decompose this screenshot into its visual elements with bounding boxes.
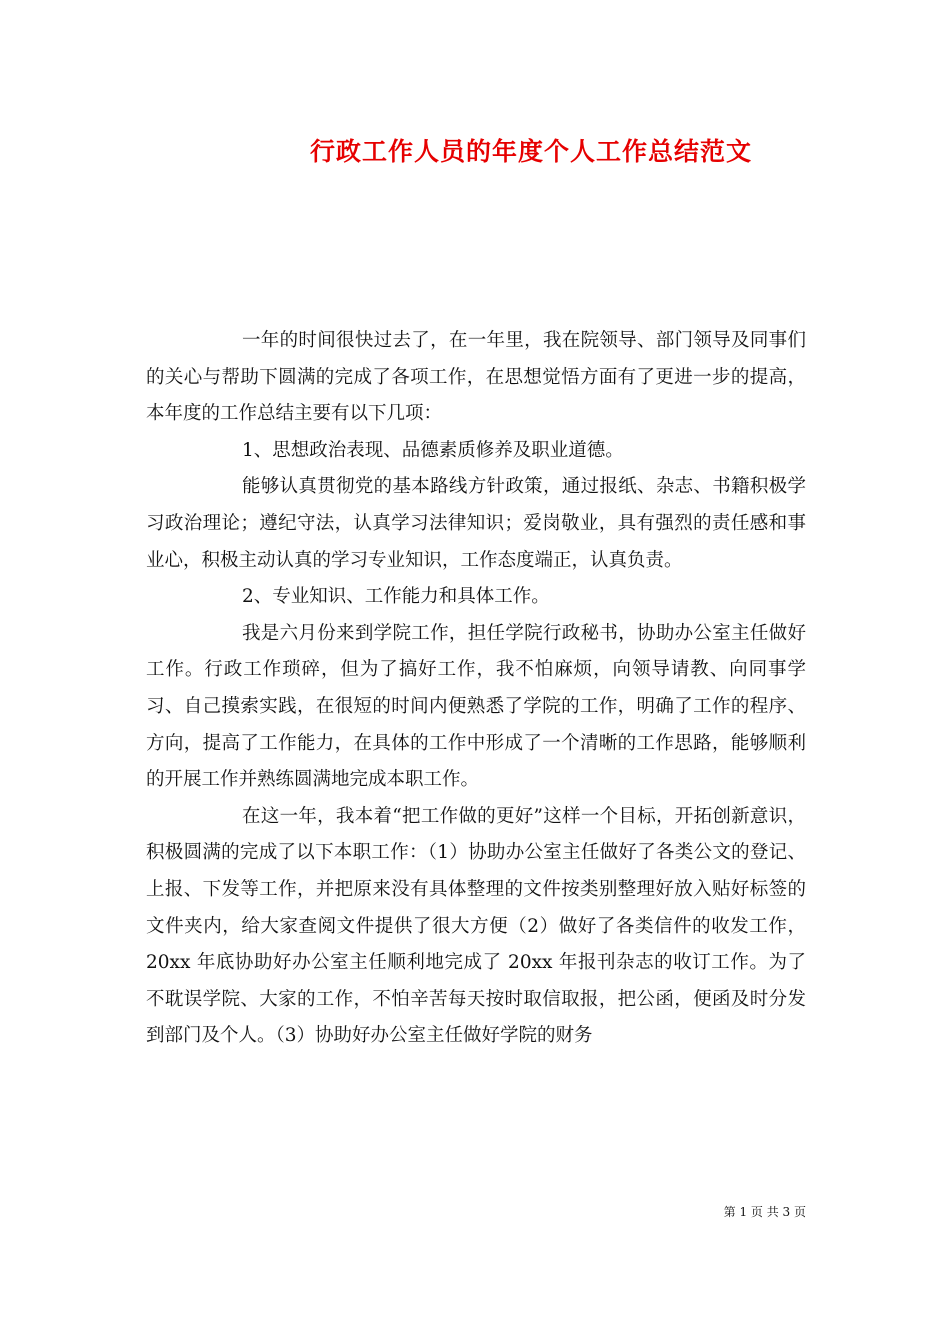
document-body [146, 323, 806, 1055]
page-number-footer: 第 1 页 共 3 页 [723, 1205, 806, 1219]
paragraph-heading-1: 1、思想政治表现、品德素质修养及职业道德。 [242, 439, 624, 461]
paragraph-duties: 在这一年，我本着“把工作做的更好”这样一个目标，开拓创新意识，积极圆满的完成了以下本职工作：（1）协助办公室主任做好了各类公文的登记、上报、下发等工作，并把原来没有具体整理的文件按类别整理好放入贴好标签的文件夹内，给大家查阅文件提供了很大方便（2）做好了各类信件的收发工作，20xx 年底协助好办公室主任顺利地完成了 20xx 年报刊杂志的收订工作。为了不耽误学院、大家的工作，不怕辛苦每天按时取信取报，把公函，便函及时分发到部门及个人。（3）协助好办公室主任做好学院的财务 [146, 805, 806, 1047]
paragraph-intro: 一年的时间很快过去了，在一年里，我在院领导、部门领导及同事们的关心与帮助下圆满的完成了各项工作，在思想觉悟方面有了更进一步的提高，本年度的工作总结主要有以下几项： [146, 330, 806, 425]
paragraph-heading-2: 2、专业知识、工作能力和具体工作。 [242, 586, 550, 608]
document-title: 行政工作人员的年度个人工作总结范文 [309, 137, 752, 166]
paragraph-politics: 能够认真贯彻党的基本路线方针政策，通过报纸、杂志、书籍积极学习政治理论；遵纪守法，认真学习法律知识；爱岗敬业，具有强烈的责任感和事业心，积极主动认真的学习专业知识，工作态度端正，认真负责。 [146, 476, 806, 571]
paragraph-work: 我是六月份来到学院工作，担任学院行政秘书，协助办公室主任做好工作。行政工作琐碎，但为了搞好工作，我不怕麻烦，向领导请教、向同事学习、自己摸索实践，在很短的时间内便熟悉了学院的工作，明确了工作的程序、方向，提高了工作能力，在具体的工作中形成了一个清晰的工作思路，能够顺利的开展工作并熟练圆满地完成本职工作。 [146, 622, 806, 791]
